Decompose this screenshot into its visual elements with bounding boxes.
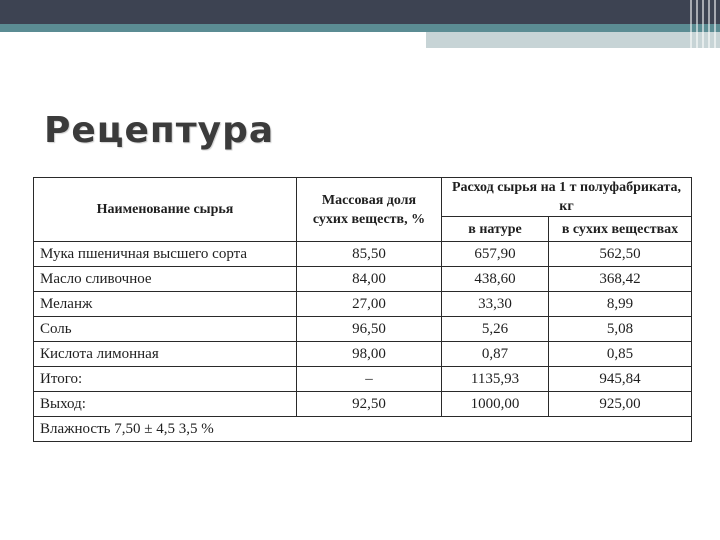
header-in-dry: в сухих веществах <box>549 217 692 242</box>
row-dry-mass: 368,42 <box>549 267 692 292</box>
table-footer-row <box>34 417 692 442</box>
header-in-kind: в натуре <box>442 217 549 242</box>
row-name: Мука пшеничная высшего сорта <box>34 242 297 267</box>
header-bar-dark <box>0 0 720 24</box>
table-row <box>34 292 692 317</box>
row-natural: 1000,00 <box>442 392 549 417</box>
row-dry-mass: 8,99 <box>549 292 692 317</box>
row-dry-mass: 945,84 <box>549 367 692 392</box>
header-bar-light <box>426 32 720 48</box>
header-consumption: Расход сырья на 1 т полуфабриката, кг <box>442 178 692 217</box>
row-natural: 657,90 <box>442 242 549 267</box>
row-natural: 1135,93 <box>442 367 549 392</box>
humidity-note: Влажность 7,50 ± 4,5 3,5 % <box>34 417 692 442</box>
row-natural: 5,26 <box>442 317 549 342</box>
row-dry-share: 27,00 <box>297 292 442 317</box>
row-dry-share: 98,00 <box>297 342 442 367</box>
table-row <box>34 342 692 367</box>
row-dry-share: – <box>297 367 442 392</box>
row-dry-mass: 0,85 <box>549 342 692 367</box>
row-natural: 0,87 <box>442 342 549 367</box>
recipe-table <box>33 177 692 442</box>
row-name: Кислота лимонная <box>34 342 297 367</box>
header-bar-accent <box>0 24 720 32</box>
table-row <box>34 317 692 342</box>
table-row-yield <box>34 392 692 417</box>
table-header-row <box>34 178 692 217</box>
header-dry-share: Массовая доля сухих веществ, % <box>297 178 442 242</box>
row-name: Масло сливочное <box>34 267 297 292</box>
row-natural: 33,30 <box>442 292 549 317</box>
row-name: Выход: <box>34 392 297 417</box>
row-name: Соль <box>34 317 297 342</box>
row-natural: 438,60 <box>442 267 549 292</box>
table-row <box>34 242 692 267</box>
table-row-total <box>34 367 692 392</box>
header-name: Наименование сырья <box>34 178 297 242</box>
slide-title: Рецептура <box>44 110 275 151</box>
row-dry-mass: 562,50 <box>549 242 692 267</box>
table-row <box>34 267 692 292</box>
row-dry-mass: 925,00 <box>549 392 692 417</box>
row-dry-share: 92,50 <box>297 392 442 417</box>
row-dry-mass: 5,08 <box>549 317 692 342</box>
row-name: Меланж <box>34 292 297 317</box>
row-dry-share: 96,50 <box>297 317 442 342</box>
row-dry-share: 85,50 <box>297 242 442 267</box>
row-name: Итого: <box>34 367 297 392</box>
header-stripes <box>690 0 720 48</box>
row-dry-share: 84,00 <box>297 267 442 292</box>
